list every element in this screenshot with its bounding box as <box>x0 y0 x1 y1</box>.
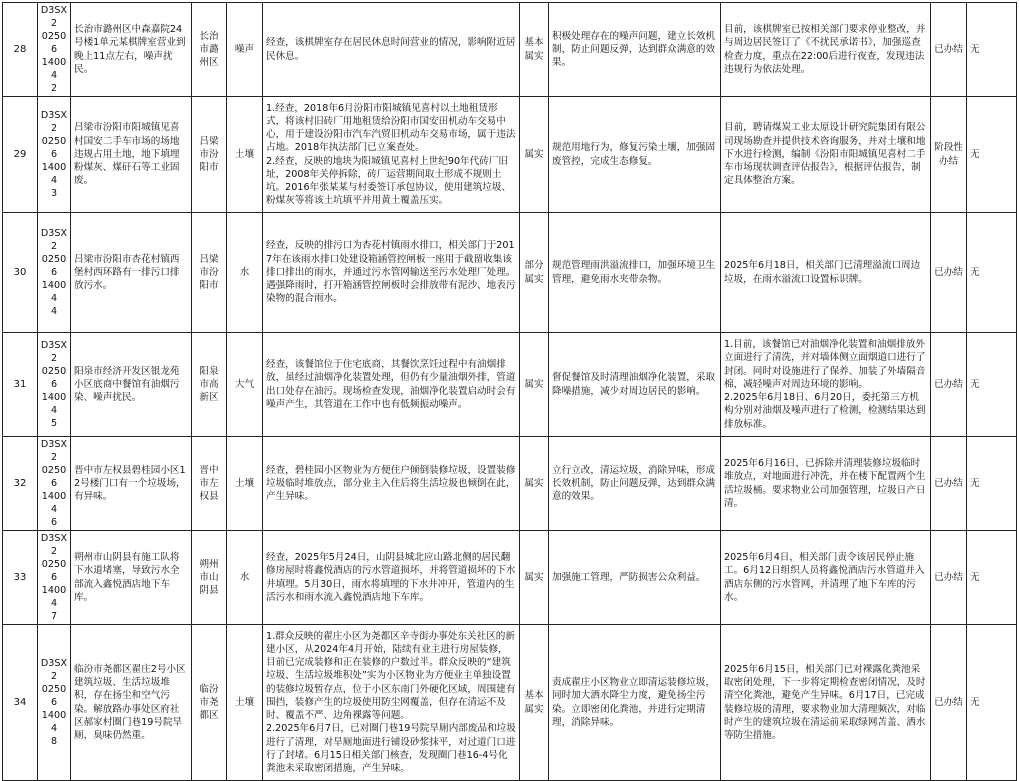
type-cell: 土壤 <box>227 97 263 213</box>
row-number: 30 <box>3 213 38 333</box>
case-code: D3SX2 02506 14004 8 <box>38 625 71 781</box>
status-cell: 已办结 <box>931 333 967 437</box>
row-number: 33 <box>3 531 38 625</box>
finding-cell: 1.群众反映的翟庄小区为尧都区辛寺街办事处东关社区的新建小区，从2024年4月开始，陆续有业主进行房屋装修，目前已完成装修和正在装修的户数过半。群众反映的“建筑垃圾、生活垃圾堆积处”实为小区物业为方便业主单独设置的装修垃圾暂存点，位于小区东南门外硬化区域，周围建有围挡，装修产生的垃圾使用防尘网覆盖，但存在清运不及时、覆盖不严、边角裸露等问题。 2.2025年6月7日，已对圈门巷19号院旱厕内部废品和垃圾进行了清理，对旱厕地面进行铺设砂浆抹平，对过道门口进行了封堵。6月15日相关部门核查，发现圈门巷16-4号化粪池未采取密闭措施，产生异味。 <box>263 625 520 781</box>
progress-cell: 2025年6月4日，相关部门责令该居民停止施工。6月12日组织人员将鑫悦酒店污水管道并入酒店东侧的污水管网，并清理了地下车库的污水。 <box>721 531 931 625</box>
issue-cell: 临汾市尧都区翟庄2号小区建筑垃圾、生活垃圾堆积，存在扬尘和空气污染。解放路办事处区府社区郝家村圈门巷19号院旱厕，臭味仍然重。 <box>71 625 192 781</box>
status-cell: 已办结 <box>931 531 967 625</box>
status-cell: 已办结 <box>931 213 967 333</box>
row-number: 28 <box>3 3 38 97</box>
table-row <box>3 213 1017 333</box>
finding-cell: 1.经查，2018年6月汾阳市阳城镇见喜村以土地租赁形式，将该村旧砖厂用地租赁给汾阳市国安田机动车交易中心，用于建设汾阳市汽车汽贸旧机动车交易市场，属于违法占地。2018年执法部门已立案查处。 2.经查，反映的地块为阳城镇见喜村上世纪90年代砖厂旧址，2008年关停拆除，砖厂运营期间取土形成不规则土坑。2016年张某某与村委签订承包协议，使用建筑垃圾、粉煤灰等将该土坑填平并用黄土覆盖压实。 <box>263 97 520 213</box>
table-row <box>3 531 1017 625</box>
issue-cell: 吕梁市汾阳市阳城镇见喜村国安二手车市场的场地违规占用土地，地下填埋粉煤灰、煤矸石等工业固废。 <box>71 97 192 213</box>
case-code: D3SX2 02506 14004 2 <box>38 3 71 97</box>
accountability-cell: 无 <box>967 625 1017 781</box>
accountability-cell: 无 <box>967 531 1017 625</box>
issue-cell: 朔州市山阴县有施工队将下水道堵塞，导致污水全部流入鑫悦酒店地下车库。 <box>71 531 192 625</box>
measure-cell: 立行立改，清运垃圾，消除异味，形成长效机制，防止问题反弹，达到群众满意的效果。 <box>549 437 721 531</box>
issue-cell: 阳泉市经济开发区银龙苑小区底商中餐馆有油烟污染、噪声扰民。 <box>71 333 192 437</box>
row-number: 32 <box>3 437 38 531</box>
type-cell: 大气 <box>227 333 263 437</box>
case-code: D3SX2 02506 14004 3 <box>38 97 71 213</box>
finding-cell: 经查，该餐馆位于住宅底商，其餐饮烹饪过程中有油烟排放，虽经过油烟净化装置处理，但仍有少量油烟外排，管道出口处存在油污。现场检查发现，油烟净化装置启动时会有噪声产生，其管道在工作中也有低频振动噪声。 <box>263 333 520 437</box>
accountability-cell: 无 <box>967 213 1017 333</box>
status-cell: 已办结 <box>931 437 967 531</box>
table-row <box>3 625 1017 781</box>
table-row <box>3 437 1017 531</box>
area-cell: 朔州 市山 阴县 <box>192 531 227 625</box>
type-cell: 土壤 <box>227 625 263 781</box>
area-cell: 长治 市潞 州区 <box>192 3 227 97</box>
area-cell: 吕梁 市汾 阳市 <box>192 213 227 333</box>
area-cell: 临汾 市尧 都区 <box>192 625 227 781</box>
progress-cell: 2025年6月16日，已拆除并清理装修垃圾临时堆放点，对地面进行冲洗，并在楼下配置两个生活垃圾桶。要求物业公司加强管理，垃圾日产日清。 <box>721 437 931 531</box>
row-number: 34 <box>3 625 38 781</box>
case-code: D3SX2 02506 14004 4 <box>38 213 71 333</box>
table-row <box>3 97 1017 213</box>
type-cell: 土壤 <box>227 437 263 531</box>
issue-cell: 晋中市左权县碧桂园小区12号楼门口有一个垃圾场，有异味。 <box>71 437 192 531</box>
verdict-cell: 属实 <box>520 97 549 213</box>
measure-cell: 责成翟庄小区物业立即清运装修垃圾，同时加大洒水降尘力度，避免扬尘污染。立即密闭化粪池，并进行定期清理，消除异味。 <box>549 625 721 781</box>
status-cell: 已办结 <box>931 625 967 781</box>
progress-cell: 目前，该棋牌室已按相关部门要求停业整改，并与周边居民签订了《不扰民承诺书》，加强巡查检查力度，重点在22:00后进行夜查，发现违法违规行为依法处理。 <box>721 3 931 97</box>
type-cell: 水 <box>227 213 263 333</box>
issue-cell: 长治市潞州区中森嘉院24号楼1单元某棋牌室营业到晚上11点左右，噪声扰民。 <box>71 3 192 97</box>
verdict-cell: 属实 <box>520 333 549 437</box>
row-number: 31 <box>3 333 38 437</box>
type-cell: 噪声 <box>227 3 263 97</box>
area-cell: 吕梁 市汾 阳市 <box>192 97 227 213</box>
measure-cell: 规范管理雨洪溢流排口，加强环境卫生管理，避免雨水夹带杂物。 <box>549 213 721 333</box>
verdict-cell: 基本 属实 <box>520 625 549 781</box>
progress-cell: 2025年6月15日，相关部门已对裸露化粪池采取密闭处理，下一步将定期检查密闭情况，及时清空化粪池，避免产生异味。6月17日，已完成装修垃圾的清理，要求物业加大清理频次，对临时产生的建筑垃圾在清运前采取绿网苫盖、洒水等防尘措施。 <box>721 625 931 781</box>
table-row <box>3 3 1017 97</box>
status-cell: 阶段性 办结 <box>931 97 967 213</box>
progress-cell: 2025年6月18日，相关部门已清理溢流口周边垃圾，在雨水溢流口设置标识牌。 <box>721 213 931 333</box>
verdict-cell: 基本 属实 <box>520 3 549 97</box>
measure-cell: 规范用地行为，修复污染土壤，加强固废管控，完成生态修复。 <box>549 97 721 213</box>
measure-cell: 督促餐馆及时清理油烟净化装置，采取降噪措施，减少对周边居民的影响。 <box>549 333 721 437</box>
row-number: 29 <box>3 97 38 213</box>
progress-cell: 1.目前，该餐馆已对油烟净化装置和油烟排放外立面进行了清洗，并对墙体侧立面烟道口进行了封闭。同时对设施进行了保养、加装了外墙隔音棉，减轻噪声对周边环境的影响。 2.2025年6月18日、6月20日，委托第三方机构分别对油烟及噪声进行了检测，检测结果达到排放标准。 <box>721 333 931 437</box>
finding-cell: 经查，碧桂园小区物业为方便住户倾倒装修垃圾，设置装修垃圾临时堆放点，部分业主入住后将生活垃圾也倾倒在此，产生异味。 <box>263 437 520 531</box>
case-code: D3SX2 02506 14004 6 <box>38 437 71 531</box>
area-cell: 晋中 市左 权县 <box>192 437 227 531</box>
finding-cell: 经查，反映的排污口为杏花村镇雨水排口，相关部门于2017年在该雨水排口处建设箱涵管控闸板一座用于截留收集该排口排出的雨水，并通过污水管网输送至污水处理厂处理。遇强降雨时，打开箱涵管控闸板时会排放带有泥沙、地表污染物的混合雨水。 <box>263 213 520 333</box>
issue-cell: 吕梁市汾阳市杏花村镇西堡村西环路有一排污口排放污水。 <box>71 213 192 333</box>
status-cell: 已办结 <box>931 3 967 97</box>
finding-cell: 经查，该棋牌室存在居民休息时间营业的情况，影响附近居民休息。 <box>263 3 520 97</box>
type-cell: 水 <box>227 531 263 625</box>
verdict-cell: 属实 <box>520 531 549 625</box>
case-code: D3SX2 02506 14004 7 <box>38 531 71 625</box>
area-cell: 阳泉 市高 新区 <box>192 333 227 437</box>
table-row <box>3 333 1017 437</box>
case-code: D3SX2 02506 14004 5 <box>38 333 71 437</box>
verdict-cell: 部分 属实 <box>520 213 549 333</box>
accountability-cell: 无 <box>967 437 1017 531</box>
measure-cell: 积极处理存在的噪声问题，建立长效机制，防止问题反弹，达到群众满意的效果。 <box>549 3 721 97</box>
measure-cell: 加强施工管理，严防损害公众利益。 <box>549 531 721 625</box>
progress-cell: 目前，聘请煤炭工业太原设计研究院集团有限公司现场勘查并提供技术咨询服务，并对土壤和地下水进行检测，编制《汾阳市阳城镇见喜村二手车市场现状调查评估报告》，根据评估报告，制定具体整治方案。 <box>721 97 931 213</box>
verdict-cell: 属实 <box>520 437 549 531</box>
finding-cell: 经查，2025年5月24日，山阴县城北应山路北侧的居民翻修房屋时将鑫悦酒店的污水管道损坏，并将管道损坏的下水井填埋。5月30日，雨水将填埋的下水井冲开，管道内的生活污水和雨水流入鑫悦酒店地下车库。 <box>263 531 520 625</box>
accountability-cell: 无 <box>967 333 1017 437</box>
complaint-table <box>2 2 1017 781</box>
accountability-cell: 无 <box>967 97 1017 213</box>
accountability-cell: 无 <box>967 3 1017 97</box>
